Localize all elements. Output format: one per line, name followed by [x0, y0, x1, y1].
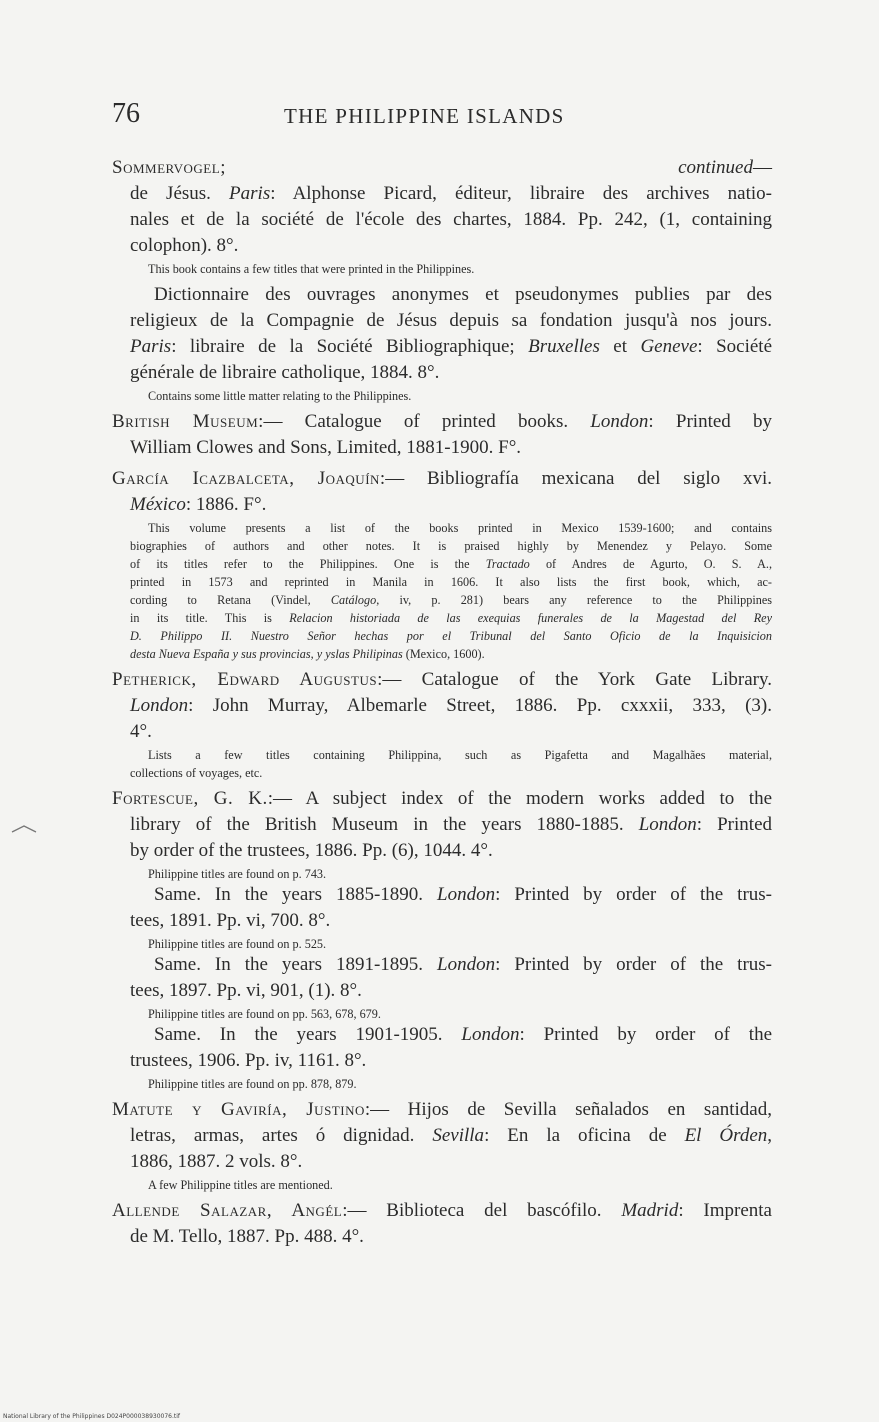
annotation-line: biographies of authors and other notes. It is praised highly by Menendez y Pelayo. Some	[130, 539, 772, 553]
annotation-line: cording to Retana (Vindel, Catálogo, iv, p. 281) bears any reference to the Philippines	[130, 593, 773, 607]
entry-line: letras, armas, artes ó dignidad. Sevilla: En la oficina de El Órden,	[130, 1125, 773, 1146]
scan-footer: National Library of the Philippines D024P000038930076.tif	[3, 1413, 181, 1420]
annotation-line: in its title. This is Relacion historiada de las exequias funerales de la Magestad del Rey	[130, 611, 772, 625]
entry-line: Sommervogel; continued—	[112, 157, 772, 178]
annotation-line: Lists a few titles containing Philippina, such as Pigafetta and Magalhães material,	[148, 748, 772, 762]
entry-line: Paris: libraire de la Société Bibliographique; Bruxelles et Geneve: Société	[130, 336, 773, 357]
entry-line: générale de libraire catholique, 1884. 8°.	[130, 362, 440, 383]
annotation-line: desta Nueva España y sus provincias, y yslas Philipinas (Mexico, 1600).	[130, 647, 485, 661]
annotation-line: Contains some little matter relating to the Philippines.	[148, 389, 412, 403]
entry-line: tees, 1891. Pp. vi, 700. 8°.	[130, 910, 331, 931]
annotation-line: collections of voyages, etc.	[130, 766, 263, 780]
annotation-line: This volume presents a list of the books printed in Mexico 1539-1600; and contains	[148, 521, 772, 535]
entry-line: Petherick, Edward Augustus:— Catalogue of the York Gate Library.	[112, 669, 772, 690]
entry-line: Allende Salazar, Angél:— Biblioteca del bascófilo. Madrid: Imprenta	[112, 1200, 772, 1221]
annotation-line: This book contains a few titles that were printed in the Philippines.	[148, 262, 475, 276]
annotation-line: Philippine titles are found on p. 525.	[148, 937, 327, 951]
annotation-line: printed in 1573 and reprinted in Manila in 1606. It also lists the first book, which, ac-	[130, 575, 772, 589]
entry-line: Fortescue, G. K.:— A subject index of the modern works added to the	[112, 788, 773, 809]
entry-line: 1886, 1887. 2 vols. 8°.	[130, 1151, 303, 1172]
entry-line: 4°.	[130, 721, 152, 742]
entry-line: by order of the trustees, 1886. Pp. (6), 1044. 4°.	[130, 840, 493, 861]
entry-line: de Jésus. Paris: Alphonse Picard, éditeur, libraire des archives natio-	[130, 183, 772, 204]
annotation-line: A few Philippine titles are mentioned.	[148, 1178, 333, 1192]
scan-mark-icon	[10, 818, 38, 838]
entry-line: library of the British Museum in the years 1880-1885. London: Printed	[130, 814, 772, 835]
annotation-line: D. Philippo II. Nuestro Señor hechas por el Tribunal del Santo Oficio de la Inquisicion	[130, 629, 772, 643]
entry-line: tees, 1897. Pp. vi, 901, (1). 8°.	[130, 980, 362, 1001]
running-header	[112, 98, 792, 134]
entry-line: Same. In the years 1901-1905. London: Printed by order of the	[154, 1024, 773, 1045]
running-title: THE PHILIPPINE ISLANDS	[284, 104, 565, 128]
entry-line: García Icazbalceta, Joaquín:— Bibliografía mexicana del siglo xvi.	[112, 468, 772, 489]
entry-line: Same. In the years 1891-1895. London: Printed by order of the trus-	[154, 954, 772, 975]
entry-line: London: John Murray, Albemarle Street, 1886. Pp. cxxxii, 333, (3).	[130, 695, 772, 716]
entry-line: colophon). 8°.	[130, 235, 239, 256]
entry-line: México: 1886. F°.	[130, 494, 267, 515]
entry-line: Dictionnaire des ouvrages anonymes et pseudonymes publies par des	[154, 284, 772, 305]
annotation-line: of its titles refer to the Philippines. One is the Tractado of Andres de Agurto, O. S. A.,	[130, 557, 772, 571]
entry-line: religieux de la Compagnie de Jésus depuis sa fondation jusqu'à nos jours.	[130, 310, 772, 331]
entry-line: British Museum:— Catalogue of printed books. London: Printed by	[112, 411, 772, 432]
entry-line: Matute y Gaviría, Justino:— Hijos de Sevilla señalados en santidad,	[112, 1099, 772, 1120]
entry-line: William Clowes and Sons, Limited, 1881-1900. F°.	[130, 437, 522, 458]
bibliography-body	[112, 150, 772, 1250]
entry-line: de M. Tello, 1887. Pp. 488. 4°.	[130, 1226, 364, 1247]
annotation-line: Philippine titles are found on p. 743.	[148, 867, 327, 881]
entry-line: nales et de la société de l'école des chartes, 1884. Pp. 242, (1, containing	[130, 209, 772, 230]
annotation-line: Philippine titles are found on pp. 563, 678, 679.	[148, 1007, 381, 1021]
annotation-line: Philippine titles are found on pp. 878, 879.	[148, 1077, 357, 1091]
page-number: 76	[112, 98, 140, 129]
entry-line: Same. In the years 1885-1890. London: Printed by order of the trus-	[154, 884, 772, 905]
entry-line: trustees, 1906. Pp. iv, 1161. 8°.	[130, 1050, 367, 1071]
